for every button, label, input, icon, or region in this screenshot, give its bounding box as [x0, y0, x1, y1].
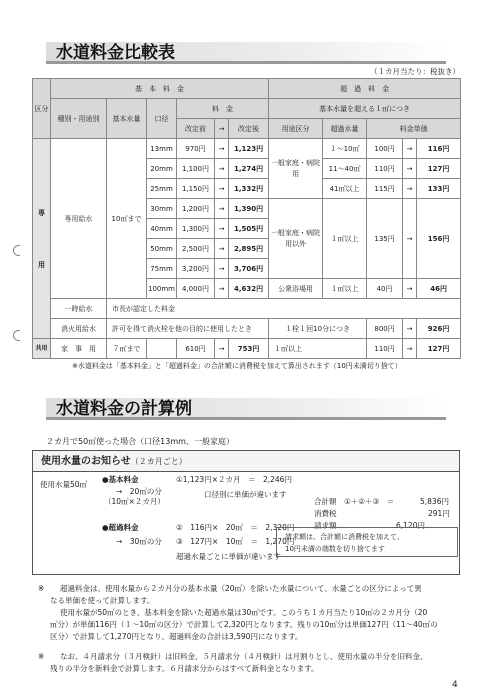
page-number: 4 [452, 680, 458, 690]
explanation-2: ※ なお、４月請求分（３月検針）は旧料金、５月請求分（４月検針）は月割りとし、使用水量の半分を旧料金、 残りの半分を新料金で計算します。６月請求分からはすべて新料金となります。 [38, 652, 428, 673]
excess-qty-cell: 11〜40㎥ [323, 159, 367, 179]
excess-after-cell: 127円 [417, 159, 461, 179]
excess-note: 超過水量ごとに単価が違います [176, 552, 281, 561]
table-row [33, 139, 461, 159]
fire-desc: 許可を得て消火栓を他の目的に使用したとき [107, 319, 269, 339]
before-cell: 970円 [177, 139, 215, 159]
type-temporary: 一時給水 [51, 299, 107, 319]
after-cell: 1,274円 [229, 159, 269, 179]
arrow-cell: → [215, 139, 229, 159]
arrow-cell: → [215, 279, 229, 299]
shared-excess-qty: １㎥以上 [269, 339, 367, 359]
bore-cell: 50mm [147, 239, 177, 259]
type-exclusive: 専用給水 [51, 139, 107, 299]
bill-note: 請求額は、合計額に消費税を加えて、 10円未満の端数を切り捨てます [276, 527, 458, 557]
excess-qty: → 30㎥の分 [116, 537, 162, 546]
table-row [33, 299, 461, 319]
arrow-cell: → [403, 139, 417, 159]
excess-before-cell: 100円 [367, 139, 403, 159]
bill-label: 請求額 [314, 521, 337, 530]
after-cell: 4,632円 [229, 279, 269, 299]
before-cell: 1,150円 [177, 179, 215, 199]
shared-before: 610円 [177, 339, 215, 359]
tax-note: （１カ月当たり：税抜き） [370, 67, 460, 76]
arrow-cell: → [215, 339, 229, 359]
section-title-example: 水道料金の計算例 [46, 398, 446, 420]
basic-calc: ①1,123円×２カ月 ＝ 2,246円 [176, 475, 292, 484]
arrow-cell: → [215, 159, 229, 179]
excess-qty-cell: １〜10㎥ [323, 139, 367, 159]
h-excess-qty: 超過水量 [323, 119, 367, 139]
h-unit-price: 料金単価 [367, 119, 461, 139]
excess-after-cell: 116円 [417, 139, 461, 159]
shared-basic-qty: ７㎥まで [107, 339, 147, 359]
excess-calc-3: ③ 127円× 10㎥ ＝ 1,270円 [176, 537, 295, 546]
after-cell: 1,123円 [229, 139, 269, 159]
table-row [33, 339, 461, 359]
h-bore: 口径 [147, 99, 177, 139]
bore-cell: 30mm [147, 199, 177, 219]
excess-calc-2: ② 116円× 20㎥ ＝ 2,320円 [176, 523, 295, 532]
bore-cell: 20mm [147, 159, 177, 179]
arrow-cell: → [403, 279, 417, 299]
h-category: 区分 [33, 79, 51, 139]
arrow-cell: → [403, 179, 417, 199]
section-title-comparison: 水道料金比較表 [46, 42, 446, 64]
usage-amount: 使用水量50㎥ [40, 480, 88, 489]
excess-qty-cell: １㎥以上 [323, 279, 367, 299]
excess-qty-cell: １㎥以上 [323, 199, 367, 279]
basic-breakdown: （10㎥×２カ月） [104, 497, 165, 506]
excess-after-cell: 46円 [417, 279, 461, 299]
cat-shared: 共用 [33, 339, 51, 359]
usage-other: 一般家庭・病院用以外 [269, 199, 323, 279]
after-cell: 1,390円 [229, 199, 269, 219]
before-cell: 2,500円 [177, 239, 215, 259]
excess-before-cell: 135円 [367, 199, 403, 279]
h-excess: 超 過 料 金 [269, 79, 461, 99]
shared-excess-after: 127円 [417, 339, 461, 359]
binder-hole-icon [13, 245, 20, 256]
fire-excess: １栓１回10分につき [269, 319, 367, 339]
temporary-desc: 市長が認定した料金 [107, 299, 461, 319]
type-household: 家 事 用 [51, 339, 107, 359]
basic-note: 口径別に単価が違います [204, 490, 287, 499]
notice-title: 使用水量のお知らせ（２カ月ごと） [33, 451, 459, 472]
after-cell: 1,332円 [229, 179, 269, 199]
bore-cell: 13mm [147, 139, 177, 159]
after-cell: 2,895円 [229, 239, 269, 259]
h-before: 改定前 [177, 119, 215, 139]
binder-hole-icon [13, 330, 20, 341]
before-cell: 1,100円 [177, 159, 215, 179]
bore-cell: 100mm [147, 279, 177, 299]
bore-cell: 40mm [147, 219, 177, 239]
h-after: 改定後 [229, 119, 269, 139]
fire-before: 800円 [367, 319, 403, 339]
bill-value: 6,120円 [396, 521, 425, 530]
h-arrow: → [215, 119, 229, 139]
h-excess-desc: 基本水量を超える１㎥につき [269, 99, 461, 119]
excess-after-cell: 133円 [417, 179, 461, 199]
shared-excess-before: 110円 [367, 339, 403, 359]
tax-label: 消費税 [314, 509, 337, 518]
total-value: 5,836円 [420, 497, 449, 506]
h-usage: 用途区分 [269, 119, 323, 139]
arrow-cell: → [215, 239, 229, 259]
h-basic: 基 本 料 金 [51, 79, 269, 99]
basic-qty-exclusive: 10㎥まで [107, 139, 147, 299]
before-cell: 4,000円 [177, 279, 215, 299]
h-type: 種別・用途別 [51, 99, 107, 139]
table-footnote: ※水道料金は「基本料金」と「超過料金」の合計額に消費税を加えて算出されます（10円未満切り捨て） [72, 362, 402, 370]
usage-general: 一般家庭・病院用 [269, 139, 323, 199]
arrow-cell: → [215, 179, 229, 199]
basic-label: ●基本料金 [102, 475, 139, 484]
usage-bath: 公衆浴場用 [269, 279, 323, 299]
arrow-cell: → [215, 219, 229, 239]
excess-after-cell: 156円 [417, 199, 461, 279]
excess-qty-cell: 41㎥以上 [323, 179, 367, 199]
excess-before-cell: 115円 [367, 179, 403, 199]
after-cell: 3,706円 [229, 259, 269, 279]
fire-after: 926円 [417, 319, 461, 339]
arrow-cell: → [215, 259, 229, 279]
arrow-cell: → [403, 199, 417, 279]
explanation-1: ※ 超過料金は、使用水量から２カ月分の基本水量（20㎥）を除いた水量について、水量ごとの区分によって異 なる単価を使って計算します。 使用水量が50㎥のとき、基本料金を除いた超過水量は30㎥です。このうち１カ月当たり10㎥の２カ月分（20 ㎥分）が単価116円（１〜10㎥の区分）で計算して2,320円となります。残りの10㎥分は単価127円（11〜40㎥の 区分）で計算して1,270円となり、超過料金の合計は3,590円になります。 [38, 584, 438, 641]
after-cell: 1,505円 [229, 219, 269, 239]
type-fire: 消火用給水 [51, 319, 107, 339]
arrow-cell: → [215, 199, 229, 219]
h-fee: 料 金 [177, 99, 269, 119]
before-cell: 3,200円 [177, 259, 215, 279]
h-basic-qty: 基本水量 [107, 99, 147, 139]
bore-cell: 75mm [147, 259, 177, 279]
table-row [33, 319, 461, 339]
example-intro: ２カ月で50㎥使った場合（口径13mm、一般家庭） [46, 437, 234, 446]
shared-after: 753円 [229, 339, 269, 359]
arrow-cell: → [403, 159, 417, 179]
rate-comparison-table [32, 78, 461, 359]
arrow-cell: → [403, 319, 417, 339]
excess-before-cell: 40円 [367, 279, 403, 299]
cat-exclusive: 専 用 [33, 139, 51, 339]
arrow-cell: → [403, 339, 417, 359]
tax-value: 291円 [428, 509, 450, 518]
excess-before-cell: 110円 [367, 159, 403, 179]
basic-qty: → 20㎥の分 [116, 487, 162, 496]
before-cell: 1,200円 [177, 199, 215, 219]
bore-cell: 25mm [147, 179, 177, 199]
before-cell: 1,300円 [177, 219, 215, 239]
excess-label: ●超過料金 [102, 523, 139, 532]
total-label: 合計額 ①＋②＋③ ＝ [314, 497, 395, 506]
